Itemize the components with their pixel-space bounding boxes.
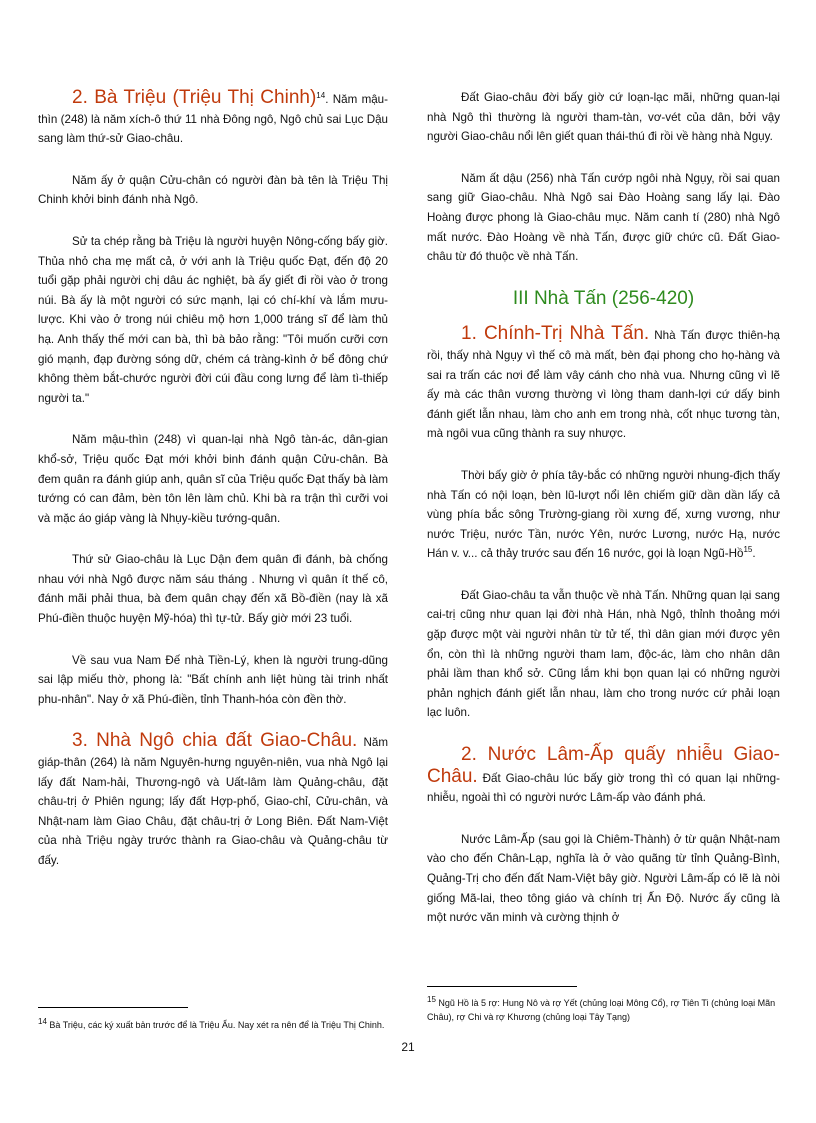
section-bà-triệu xyxy=(38,88,388,149)
section-nhà-ngô xyxy=(38,731,388,870)
paragraph: Năm ất dậu (256) nhà Tấn cướp ngôi nhà Ngụy, rồi sai quan sang giữ Giao-châu. Nhà Ngô sai Đào Hoàng sang lấy lại. Đào Hoàng được phong là Giao-châu mục. Năm canh tí (280) nhà Ngô mất nước. Đào Hoàng về nhà Tấn, được giữ chức cũ. Đất Giao-châu từ đó thuộc về nhà Tấn. xyxy=(427,171,780,264)
footnote-divider xyxy=(38,1007,188,1008)
footnote-ref[interactable]: 14 xyxy=(316,91,326,101)
footnote-text: Bà Triệu, các ký xuất bản trước để là Triệu Ẩu. Nay xét ra nên để là Triệu Thị Chinh. xyxy=(49,1020,385,1030)
section-lâm-ấp xyxy=(427,745,780,808)
footnote-15 xyxy=(427,996,780,1024)
section-heading: 2. Bà Triệu (Triệu Thị Chinh) xyxy=(72,87,317,108)
paragraph-text: Nhà Tấn được thiên-hạ rồi, thấy nhà Ngụy vì thế cô mà mất, bèn đại phong cho họ-hàng và sai ra trấn các nơi để làm vây cánh cho nhà vua. Nhưng cũng vì lẽ ấy mà các thân vương thường vì lòng tham danh-lợi cứ dấy binh đánh giết lẫn nhau, làm cho anh em trong nhà, cốt nhục tương tàn, mà ngôi vua cũng thành ra suy nhược. xyxy=(427,329,780,441)
paragraph: Năm mậu-thìn (248) vì quan-lại nhà Ngô tàn-ác, dân-gian khổ-sở, Triệu quốc Đạt mới khởi binh đánh quận Cửu-chân. Bà đem quân ra đánh giúp anh, quân sĩ của Triệu quốc Đạt thấy bà làm tướng có can đảm, bèn tôn lên làm chủ. Khi bà ra trận thì cưỡi voi và mặc áo giáp vàng là Nhụy-kiều tướng-quân. xyxy=(38,433,388,525)
paragraph-text: Năm giáp-thân (264) là năm Nguyên-hưng nguyên-niên, vua nhà Ngô lại lấy đất Nam-hải, Thương-ngô và Uất-lâm làm Quảng-châu, đặt châu-trị ở Phiên ngung; lấy đất Hợp-phố, Giao-chỉ, Cửu-chân, và Nhật-nam làm Giao Châu, đặt châu-trị ở Long Biên. Đất Nam-Việt của nhà Triệu ngày trước thành ra Giao-châu và Quảng-châu từ đấy. xyxy=(38,736,388,867)
footnote-number: 14 xyxy=(38,1017,47,1026)
paragraph xyxy=(427,466,780,564)
page-number: 21 xyxy=(401,1040,415,1054)
paragraph-end: . xyxy=(752,547,756,561)
footnote-divider xyxy=(427,986,577,987)
paragraph: Nước Lâm-Ấp (sau gọi là Chiêm-Thành) ở từ quận Nhật-nam vào cho đến Chân-Lạp, nghĩa là ở vào quãng từ tỉnh Quảng-Bình, Quảng-Trị cho đến đất Nam-Việt bây giờ. Người Lâm-ấp có lẽ là nòi giống Mã-lai, theo tông giáo và chính trị Ấn Độ. Nước ấy cũng là một nước văn minh và cường thịnh ở xyxy=(427,832,780,925)
paragraph: Thứ sử Giao-châu là Lục Dận đem quân đi đánh, bà chống nhau với nhà Ngô được năm sáu tháng . Nhưng vì quân ít thế cô, đánh mãi phải thua, bà đem quân chạy đến xã Bồ-điền (nay là xã Phú-điền thuộc huyện Mỹ-hóa) thì tự-tử. Bấy giờ mới 23 tuổi. xyxy=(38,553,388,626)
section-heading: 1. Chính-Trị Nhà Tấn. xyxy=(461,323,650,345)
section-heading: 2. Nước Lâm-Ấp quấy nhiễu Giao-Châu. xyxy=(427,744,780,787)
footnote-text: Ngũ Hồ là 5 rợ: Hung Nô và rợ Yết (chủng loại Mông Cổ), rợ Tiên Ti (chủng loại Mãn Châu), rợ Chi và rợ Khương (chủng loại Tây Tạng) xyxy=(427,998,776,1022)
footnote-14 xyxy=(38,1018,388,1032)
paragraph: Năm ấy ở quận Cửu-chân có người đàn bà tên là Triệu Thị Chinh khởi binh đánh nhà Ngô. xyxy=(38,173,388,207)
paragraph-text: Thời bấy giờ ở phía tây-bắc có những người nhung-địch thấy nhà Tấn có nội loạn, bèn lũ-lượt nổi lên chiếm giữ dần dần lấy cả vùng phía bắc sông Trường-giang rồi xưng đế, xưng vương, như nước Triệu, nước Tần, nước Yên, nước Lương, nước Hạ, nước Hán v. v... cả thảy trước sau đến 16 nước, gọi là loạn Ngũ-Hồ xyxy=(427,468,780,561)
section-chính-trị xyxy=(427,324,780,444)
footnote-number: 15 xyxy=(427,995,436,1004)
footnote-ref[interactable]: 15 xyxy=(743,545,753,555)
paragraph: Sử ta chép rằng bà Triệu là người huyện Nông-cống bấy giờ. Thủa nhỏ cha mẹ mất cả, ở với anh là Triệu quốc Đạt, đến độ 20 tuổi gặp phải người chị dâu ác nghiệt, bà ấy giết đi rồi vào ở trong núi. Bà ấy là một người có sức mạnh, lại có chí-khí và lắm mưu-lược. Khi vào ở trong núi chiêu mộ hơn 1,000 tráng sĩ để làm thủ hạ. Anh thấy thế mới can bà, thì bà bảo rằng: "Tôi muốn cưỡi cơn gió mạnh, đạp đường sóng dữ, chém cá tràng-kình ở bể đông chứ không thèm bắt-chước người đời cúi đầu cong lưng để làm tì-thiếp người ta." xyxy=(38,234,388,405)
paragraph: Về sau vua Nam Đế nhà Tiền-Lý, khen là người trung-dũng sai lập miếu thờ, phong là: "Bất chính anh liệt hùng tài trinh nhất phu-nhân". Nay ở xã Phú-điền, tỉnh Thanh-hóa còn đền thờ. xyxy=(38,653,388,706)
paragraph: Đất Giao-châu đời bấy giờ cứ loạn-lạc mãi, những quan-lại nhà Ngô thì thường là người tham-tàn, vơ-vét của dân, bởi vậy người Giao-châu nổi lên giết quan thái-thú đi rồi về hàng nhà Ngụy. xyxy=(427,91,780,144)
paragraph-text: Đất Giao-châu lúc bấy giờ trong thì có quan lại những-nhiễu, ngoài thì có người nước Lâm-ấp vào đánh phá. xyxy=(427,771,780,805)
left-column xyxy=(38,88,388,893)
right-column xyxy=(427,88,780,950)
paragraph: Đất Giao-châu ta vẫn thuộc về nhà Tấn. Những quan lại sang cai-trị cũng như quan lại đời nhà Hán, nhà Ngô, thỉnh thoảng mới gặp được một vài người nhân từ tử tế, thì dân gian mới được yên ổn, còn thì là những người tham lam, độc-ác, làm cho nhân dân phải lầm than khổ sở. Cũng lắm khi bọn quan lại có những người phản nghịch đánh giết lẫn nhau, làm cho trong nước cứ phải loạn lạc luôn. xyxy=(427,588,780,720)
section-heading: 3. Nhà Ngô chia đất Giao-Châu. xyxy=(72,730,358,752)
chapter-title: III Nhà Tấn (256-420) xyxy=(512,287,695,309)
paragraph-text: . Năm mậu-thìn (248) là năm xích-ô thứ 11 nhà Đông ngô, Ngô chủ sai Lục Dậu sang làm thứ-sử Giao-châu. xyxy=(38,93,388,146)
